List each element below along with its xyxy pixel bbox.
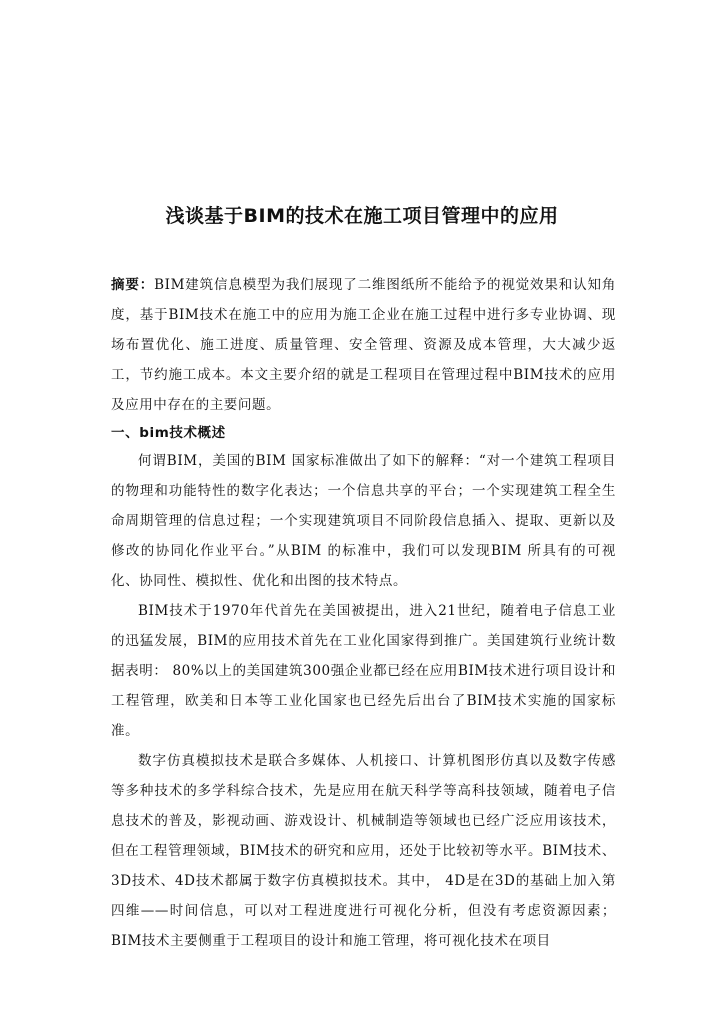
paragraph: BIM技术于1970年代首先在美国被提出，进入21世纪，随着电子信息工业的迅猛发展，BIM的应用技术首先在工业化国家得到推广。美国建筑行业统计数据表明： 80%以上的美国建筑300强企业都已经在应用BIM技术进行项目设计和工程管理，欧美和日本等工业化国家也已经先后出台了BIM技术实施的国家标准。	[111, 603, 616, 739]
abstract-label: 摘要：	[111, 277, 155, 293]
document-title: 浅谈基于BIM的技术在施工项目管理中的应用	[165, 205, 559, 227]
paragraph: 何谓BIM，美国的BIM 国家标准做出了如下的解释：“对一个建筑工程项目的物理和功能特性的数字化表达；一个信息共享的平台；一个实现建筑工程全生命周期管理的信息过程；一个实现建筑项目不同阶段信息插入、提取、更新以及修改的协同化作业平台。”从BIM 的标准中，我们可以发现BIM 所具有的可视化、协同性、模拟性、优化和出图的技术特点。	[111, 453, 616, 589]
abstract-text: BIM建筑信息模型为我们展现了二维图纸所不能给予的视觉效果和认知角度，基于BIM技术在施工中的应用为施工企业在施工过程中进行多专业协调、现场布置优化、施工进度、质量管理、安全管理、资源及成本管理，大大减少返工，节约施工成本。本文主要介绍的就是工程项目在管理过程中BIM技术的应用及应用中存在的主要问题。	[111, 277, 616, 413]
paragraph: 数字仿真模拟技术是联合多媒体、人机接口、计算机图形仿真以及数字传感等多种技术的多学科综合技术，先是应用在航天科学等高科技领域，随着电子信息技术的普及，影视动画、游戏设计、机械制造等领域也已经广泛应用该技术，但在工程管理领域，BIM技术的研究和应用，还处于比较初等水平。BIM技术、3D技术、4D技术都属于数字仿真模拟技术。其中， 4D是在3D的基础上加入第四维——时间信息，可以对工程进度进行可视化分析，但没有考虑资源因素；BIM技术主要侧重于工程项目的设计和施工管理，将可视化技术在项目	[111, 753, 616, 949]
section-heading: 一、bim技术概述	[111, 425, 226, 441]
document-body	[111, 270, 616, 956]
abstract-paragraph	[111, 270, 616, 420]
